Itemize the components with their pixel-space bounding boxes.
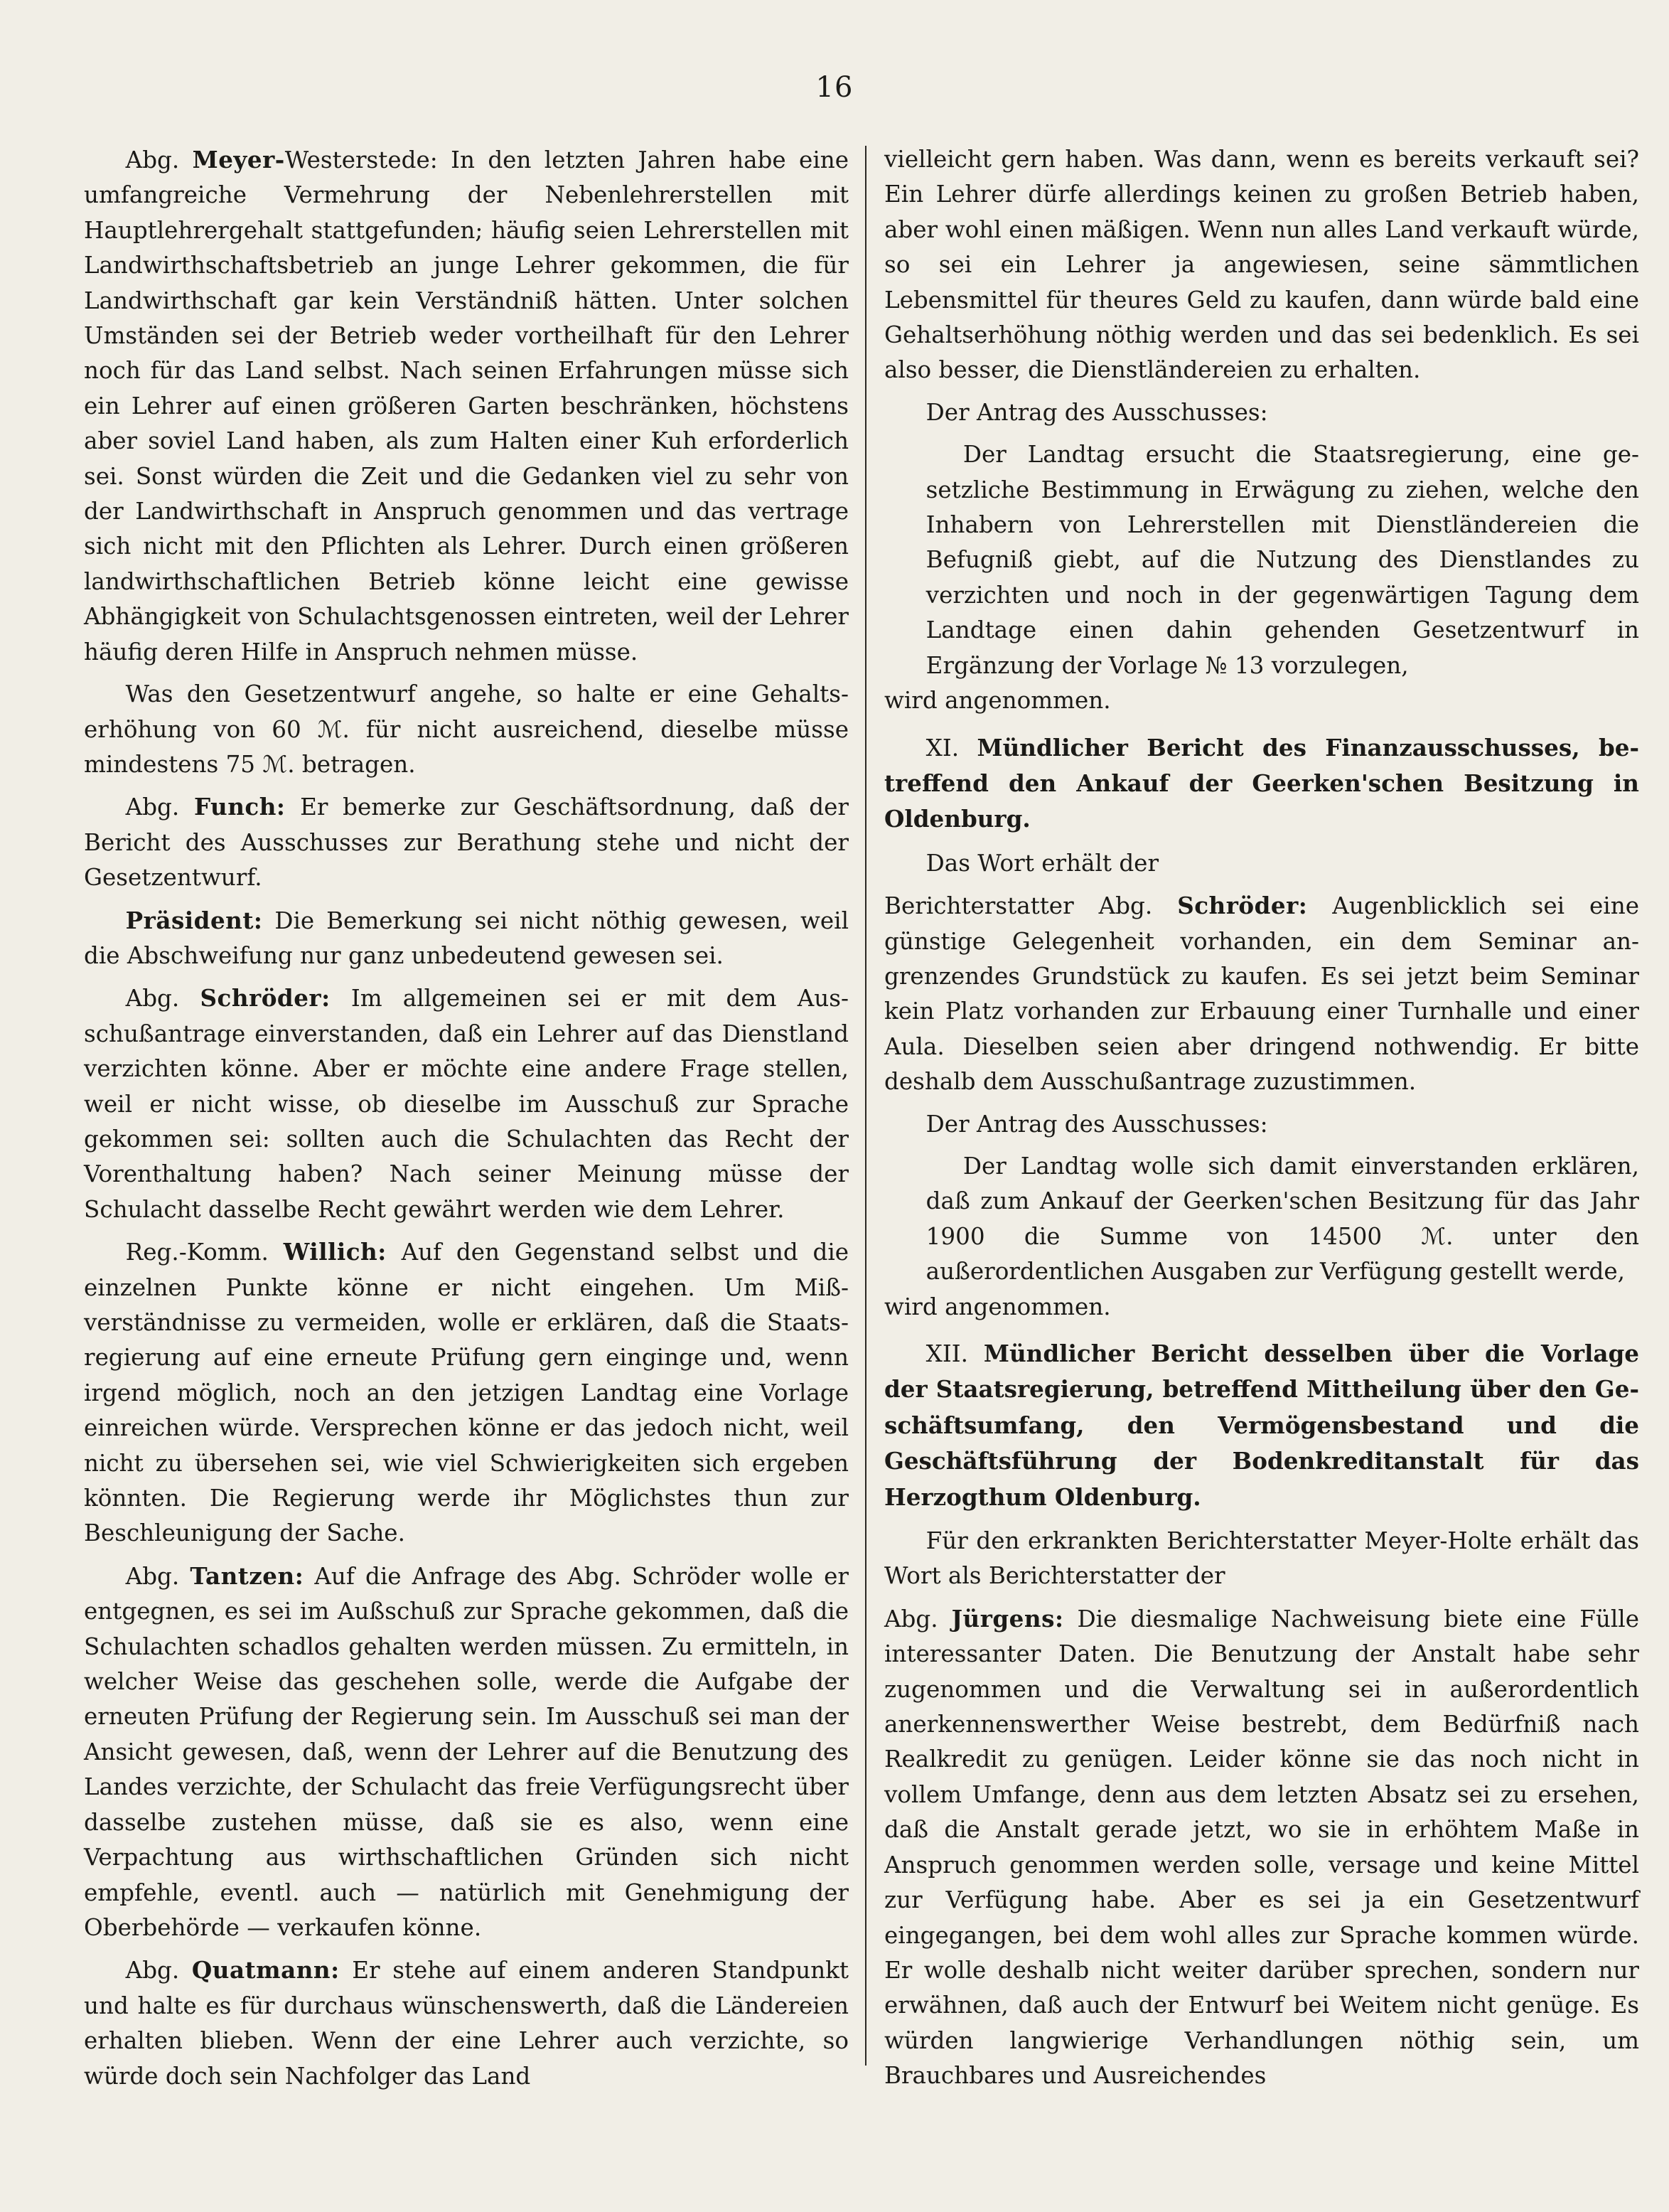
paragraph-tantzen: [84, 1559, 849, 1945]
motion-result: wird angenommen.: [884, 1293, 1111, 1320]
section-number: XII.: [925, 1340, 968, 1367]
paragraph-text: Er stehe auf einem anderen Standpunkt und halte es für durchaus wünschenswerth, daß die Ländereien erhalten blieben. Wenn der eine Lehrer auch verzichte, so würde doch sein Nachfolger das Land: [84, 1957, 849, 2090]
motion-text: Der Landtag ersucht die Staatsregierung, eine gesetzliche Bestimmung in Erwägung zu ziehen, welche den Inhabern von Lehrerstellen mit Dienstländereien die Befugniß giebt, auf die Nutzung des Dienstlandes zu verzichten und noch in der gegenwärtigen Tagung dem Landtage einen dahin gehenden Gesetzentwurf in Ergänzung der Vorlage № 13 vorzulegen,: [925, 441, 1639, 679]
speaker-name: Schröder:: [1177, 892, 1308, 920]
speaker-title: Berichterstatter Abg.: [884, 892, 1153, 920]
paragraph-gehalt: Was den Gesetzentwurf angehe, so halte er eine Gehaltserhöhung von 60 ℳ. für nicht ausreichend, dieselbe müsse mindestens 75 ℳ. betragen.: [84, 680, 849, 778]
paragraph-meyer: [84, 142, 849, 670]
speaker-title: Abg.: [884, 1605, 938, 1633]
speaker-title: Abg.: [125, 146, 180, 173]
motion-intro: Der Antrag des Ausschusses:: [925, 1110, 1268, 1138]
speaker-title: Abg.: [125, 985, 180, 1013]
speaker-name: Schröder:: [200, 984, 331, 1013]
speaker-title: Reg.-Komm.: [125, 1239, 269, 1266]
motion-intro: Der Antrag des Ausschusses:: [925, 398, 1268, 426]
paragraph-willich: [84, 1234, 849, 1551]
section-heading-xi: [884, 730, 1639, 838]
paragraph-text: Er bemerke zur Geschäftsordnung, daß der Bericht des Ausschusses zur Berathung stehe und nicht der Gesetzentwurf.: [84, 794, 849, 892]
paragraph-schroeder-report: [884, 888, 1639, 1099]
paragraph-berichterstatter: Für den erkrankten Berichterstatter Meyer-Holte erhält das Wort als Berichterstatter der: [884, 1527, 1639, 1590]
paragraph-wort: Das Wort erhält der: [925, 849, 1159, 877]
paragraph-juergens: [884, 1601, 1639, 2094]
paragraph-schroeder: [84, 981, 849, 1227]
paragraph-text: Westerstede: In den letzten Jahren habe eine umfangreiche Vermehrung der Nebenlehrerstellen mit Hauptlehrergehalt stattgefunden; häufig seien Lehrerstellen mit Landwirthschaftsbetrieb an junge Lehrer gekommen, die für Landwirthschaft gar kein Verständniß hätten. Unter solchen Umständen sei der Betrieb weder vortheilhaft für den Lehrer noch für das Land selbst. Nach seinen Erfahrungen müsse sich ein Lehrer auf einen größeren Garten beschränken, höchstens aber soviel Land haben, als zum Halten einer Kuh erforderlich sei. Sonst würden die Zeit und die Gedanken viel zu sehr von der Landwirthschaft in Anspruch genommen und das vertrage sich nicht mit den Pflichten als Lehrer. Durch einen größeren landwirthschaftlichen Betrieb könne leicht eine gewisse Abhängigkeit von Schulachtsgenossen eintreten, weil der Lehrer häufig deren Hilfe in Anspruch nehmen müsse.: [84, 146, 849, 666]
paragraph-text: Augenblicklich sei eine günstige Gelegenheit vorhanden, ein dem Seminar angrenzendes Grundstück zu kaufen. Es sei jetzt beim Seminar kein Platz vorhanden zur Erbauung einer Turnhalle und einer Aula. Dieselben seien aber dringend nothwendig. Er bitte deshalb dem Ausschußantrage zuzustimmen.: [884, 892, 1639, 1096]
section-number: XI.: [925, 734, 960, 762]
speaker-name: Präsident:: [125, 906, 263, 934]
motion-result: wird angenommen.: [884, 687, 1111, 715]
speaker-name: Willich:: [283, 1238, 387, 1266]
paragraph-continuation: vielleicht gern haben. Was dann, wenn es bereits verkauft sei? Ein Lehrer dürfe allerdings keinen zu großen Betrieb haben, aber wohl einen mäßigen. Wenn nun alles Land verkauft würde, so sei ein Lehrer ja angewiesen, seine sämmtlichen Lebensmittel für theures Geld zu kaufen, dann würde bald eine Gehaltserhöhung nöthig werden und das sei bedenklich. Es sei also besser, die Dienstländereien zu erhalten.: [884, 146, 1639, 384]
speaker-name: Jürgens:: [951, 1604, 1064, 1633]
paragraph-praesident: [84, 903, 849, 974]
paragraph-text: Auf den Gegenstand selbst und die einzelnen Punkte könne er nicht eingehen. Um Mißverständnisse zu vermeiden, wolle er erklären, daß die Staatsregierung auf eine erneute Prüfung gern einginge und, wenn irgend möglich, noch an den jetzigen Landtag eine Vorlage einreichen würde. Versprechen könne er das jedoch nicht, weil nicht zu übersehen sei, wie viel Schwierigkeiten sich ergeben könnten. Die Regierung werde ihr Möglichstes thun zur Beschleunigung der Sache.: [84, 1239, 849, 1547]
paragraph-text: Auf die Anfrage des Abg. Schröder wolle er entgegnen, es sei im Außschuß zur Sprache gekommen, daß die Schulachten schadlos gehalten werden müssen. Zu ermitteln, in welcher Weise das geschehen solle, werde die Aufgabe der erneuten Prüfung der Regierung sein. Im Ausschuß sei man der Ansicht gewesen, daß, wenn der Lehrer auf die Benutzung des Landes verzichte, der Schulacht das freie Verfügungsrecht über dasselbe zustehen müsse, daß sie es also, wenn eine Verpachtung aus wirthschaftlichen Gründen sich nicht empfehle, eventl. auch — natürlich mit Genehmigung der Oberbehörde — verkaufen könne.: [84, 1562, 849, 1941]
paragraph-text: Im allgemeinen sei er mit dem Ausschußantrage einverstanden, daß ein Lehrer auf das Dienstland verzichten könne. Aber er möchte eine andere Frage stellen, weil er nicht wisse, ob dieselbe im Ausschuß zur Sprache gekommen sei: sollten auch die Schulachten das Recht der Vorenthaltung haben? Nach seiner Meinung müsse der Schulacht dasselbe Recht gewährt werden wie dem Lehrer.: [84, 985, 849, 1223]
right-column: [884, 142, 1639, 2101]
page-number: 16: [815, 71, 854, 104]
speaker-name: Funch:: [193, 793, 286, 821]
section-heading-xii: [884, 1336, 1639, 1515]
section-title: Mündlicher Bericht desselben über die Vorlage der Staatsregierung, betreffend Mittheilung über den Geschäftsumfang, den Vermögensbestand und die Geschäftsführung der Bodenkreditanstalt für das Herzogthum Oldenburg.: [884, 1340, 1640, 1511]
speaker-title: Abg.: [125, 1562, 180, 1590]
column-divider: [865, 146, 866, 2066]
speaker-name: Tantzen:: [190, 1561, 304, 1590]
left-column: [84, 142, 849, 2101]
speaker-title: Abg.: [125, 1957, 180, 1984]
paragraph-quatmann: [84, 1952, 849, 2094]
motion-text: Der Landtag wolle sich damit einverstanden erklären, daß zum Ankauf der Geerken'schen Besitzung für das Jahr 1900 die Summe von 14500 ℳ. unter den außerordentlichen Ausgaben zur Verfügung gestellt werde,: [925, 1152, 1639, 1286]
speaker-name: Meyer-: [192, 146, 285, 173]
paragraph-funch: [84, 789, 849, 895]
paragraph-text: Die diesmalige Nachweisung biete eine Fülle interessanter Daten. Die Benutzung der Anstalt habe sehr zugenommen und die Verwaltung sei in außerordentlich anerkennenswerther Weise bestrebt, dem Bedürfniß nach Realkredit zu genügen. Leider könne sie das noch nicht in vollem Umfange, denn aus dem letzten Absatz sei zu ersehen, daß die Anstalt gerade jetzt, wo sie in erhöhtem Maße in Anspruch genommen werden solle, versage und keine Mittel zur Verfügung habe. Aber es sei ja ein Gesetzentwurf eingegangen, bei dem wohl alles zur Sprache kommen würde. Er wolle deshalb nicht weiter darüber sprechen, sondern nur erwähnen, daß auch der Entwurf bei Weitem nicht genüge. Es würden langwierige Verhandlungen nöthig sein, um Brauchbares und Ausreichendes: [884, 1605, 1639, 2090]
speaker-name: Quatmann:: [191, 1956, 340, 1984]
section-title: Mündlicher Bericht des Finanzausschusses, betreffend den Ankauf der Geerken'schen Besitzung in Oldenburg.: [884, 733, 1639, 833]
speaker-title: Abg.: [125, 794, 180, 821]
paragraph-text: Die Bemerkung sei nicht nöthig gewesen, weil die Abschweifung nur ganz unbedeutend gewesen sei.: [84, 907, 849, 969]
